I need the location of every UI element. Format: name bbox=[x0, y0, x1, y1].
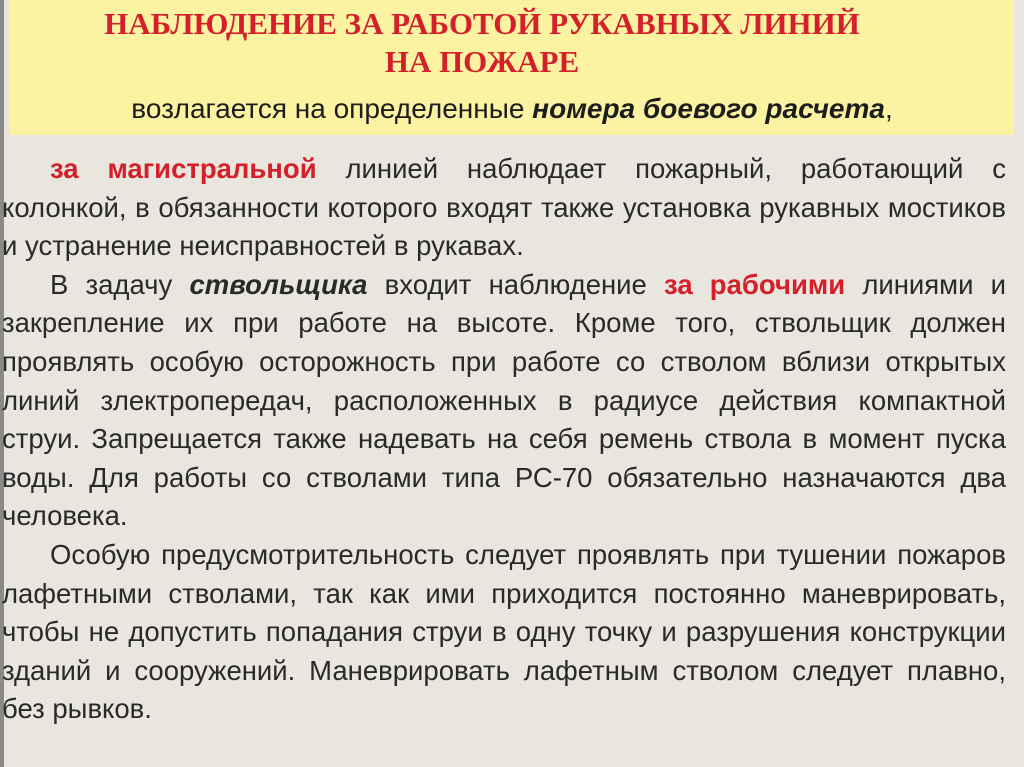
paragraph-3 bbox=[2, 536, 1006, 729]
title-line-1: НАБЛЮДЕНИЕ ЗА РАБОТОЙ РУКАВНЫХ ЛИНИЙ bbox=[104, 6, 860, 41]
p2-middle: входит наблюдение bbox=[367, 268, 665, 300]
p1-highlight: за магистральной bbox=[50, 153, 317, 184]
title-line-2: НА ПОЖАРЕ bbox=[384, 44, 580, 79]
p3-text: Особую предусмотрительность следует проявлять при тушении пожаров лафетными стволами, так как ими приходится постоянно маневрировать, чтобы не допустить попадания струи в одну точку и разрушения конструкции зданий и сооружений. Маневрировать лафетным стволом следует плавно, без рывков. bbox=[2, 538, 1006, 725]
subtitle bbox=[10, 92, 1014, 126]
header-box bbox=[10, 0, 1014, 135]
p2-lead: В задачу bbox=[50, 268, 190, 300]
p2-emphasis: ствольщика bbox=[189, 268, 368, 300]
paragraph-2 bbox=[2, 266, 1006, 536]
p1-text: линией наблюдает пожарный, работающий с колонкой, в обязанности которого входят также установка рукавных мостиков и устранение неисправностей в рукавах. bbox=[2, 153, 1006, 262]
subtitle-suffix: , bbox=[884, 93, 893, 124]
paragraph-1 bbox=[2, 150, 1006, 266]
subtitle-prefix: возлагается на определенные bbox=[131, 93, 533, 124]
subtitle-emphasis: номера боевого расчета bbox=[532, 93, 885, 124]
p2-text: линиями и закрепление их при работе на высоте. Кроме того, ствольщик должен проявлять особую осторожность при работе со стволом вблизи открытых линий злектропередач, расположенных в радиусе действия компактной струи. Запрещается также надевать на себя ремень ствола в момент пуска воды. Для работы со стволами типа РС-70 обязательно назначаются два человека. bbox=[2, 268, 1006, 532]
p2-highlight: за рабочими bbox=[664, 268, 846, 300]
body-text bbox=[2, 150, 1006, 729]
